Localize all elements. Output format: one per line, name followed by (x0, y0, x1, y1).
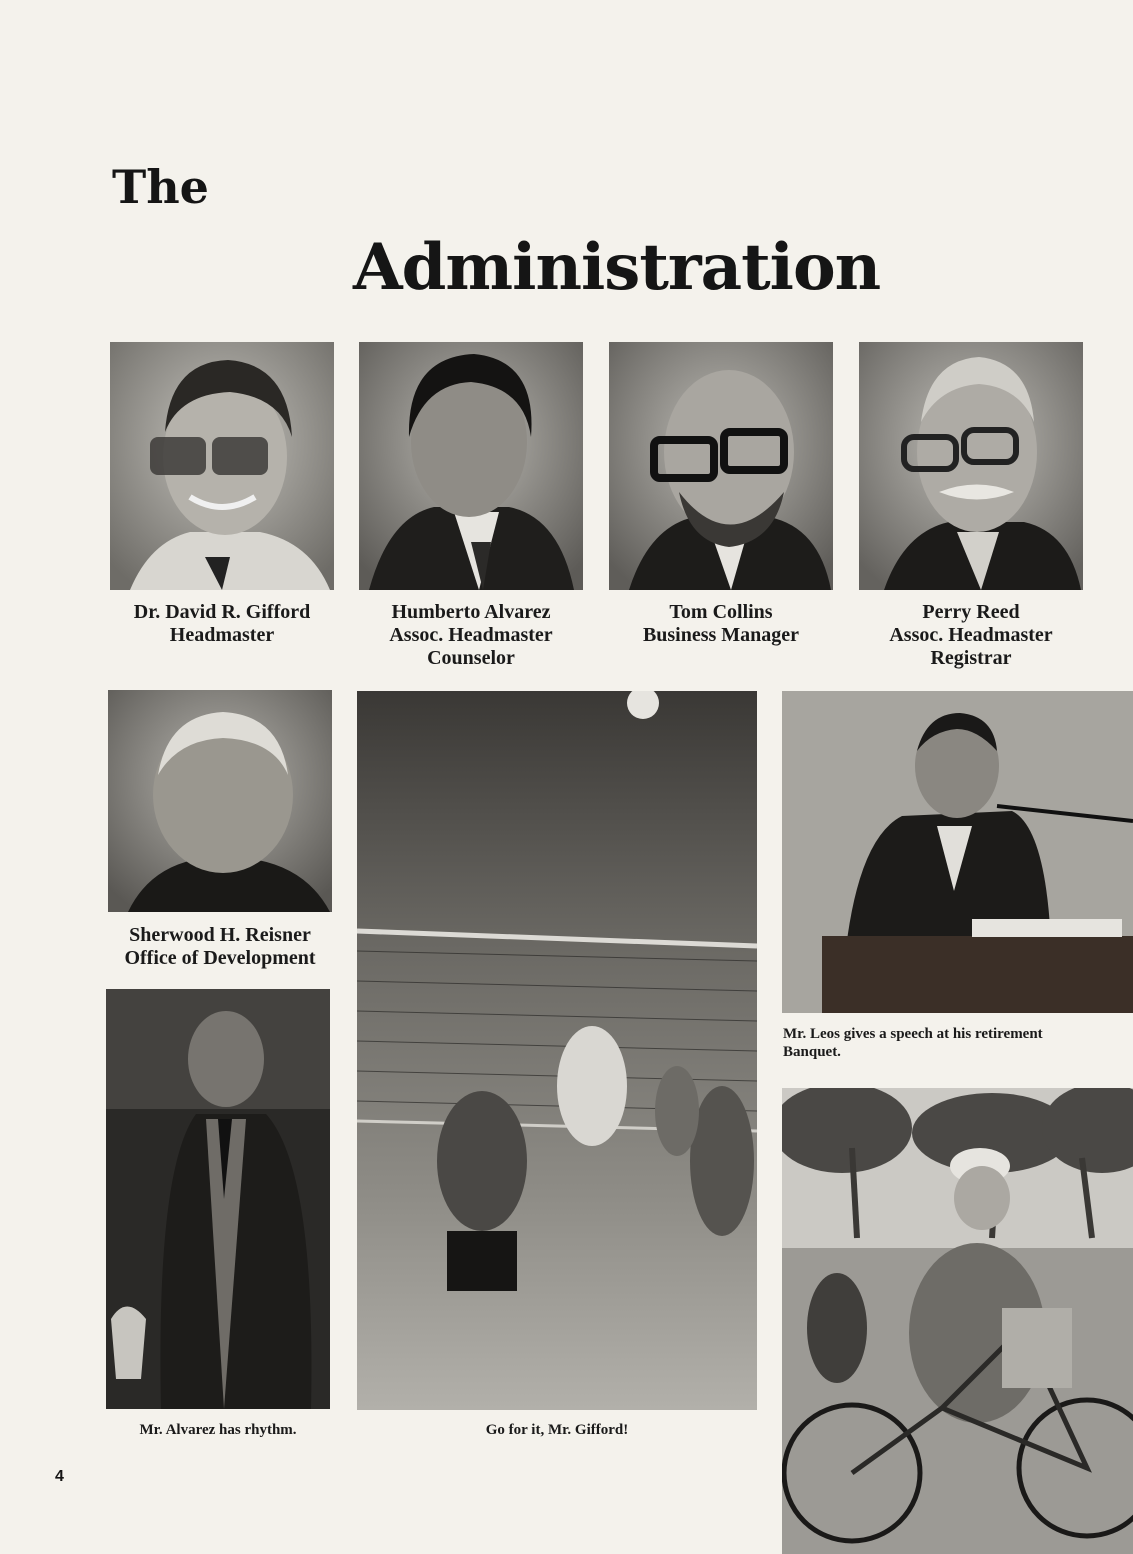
portrait-photo-reed (859, 342, 1083, 590)
page-title: Administration (353, 230, 881, 305)
caption-gifford (110, 601, 334, 647)
caption-alvarez (359, 601, 583, 670)
caption-title: Business Manager (642, 624, 800, 646)
caption-alvarez-candid: Mr. Alvarez has rhythm. (139, 1422, 297, 1438)
alvarez-candid-photo (106, 989, 330, 1409)
page-number: 4 (55, 1468, 64, 1485)
portrait-photo-gifford (110, 342, 334, 590)
caption-title: Headmaster (169, 624, 275, 646)
leos-speech-photo (782, 691, 1133, 1013)
title-the: The (112, 160, 209, 214)
caption-title: Registrar (930, 647, 1012, 669)
portrait-photo-alvarez (359, 342, 583, 590)
caption-title: Assoc. Headmaster (389, 624, 553, 646)
caption-gifford-candid: Go for it, Mr. Gifford! (485, 1422, 629, 1438)
caption-name: Dr. David R. Gifford (133, 601, 311, 623)
volleyball-photo (357, 691, 757, 1410)
caption-name: Tom Collins (669, 601, 773, 623)
caption-title: Counselor (427, 647, 515, 669)
caption-title: Office of Development (124, 947, 316, 969)
caption-leos-line1: Mr. Leos gives a speech at his retirement (783, 1026, 1043, 1042)
caption-reisner (104, 924, 336, 970)
caption-title: Assoc. Headmaster (889, 624, 1053, 646)
caption-name: Humberto Alvarez (391, 601, 551, 623)
caption-collins (609, 601, 833, 647)
caption-reed (859, 601, 1083, 670)
portrait-photo-collins (609, 342, 833, 590)
caption-name: Perry Reed (922, 601, 1020, 623)
caption-name: Sherwood H. Reisner (129, 924, 311, 946)
caption-leos-line2: Banquet. (783, 1044, 841, 1060)
portrait-photo-reisner (108, 690, 332, 912)
bicycle-photo (782, 1088, 1133, 1554)
